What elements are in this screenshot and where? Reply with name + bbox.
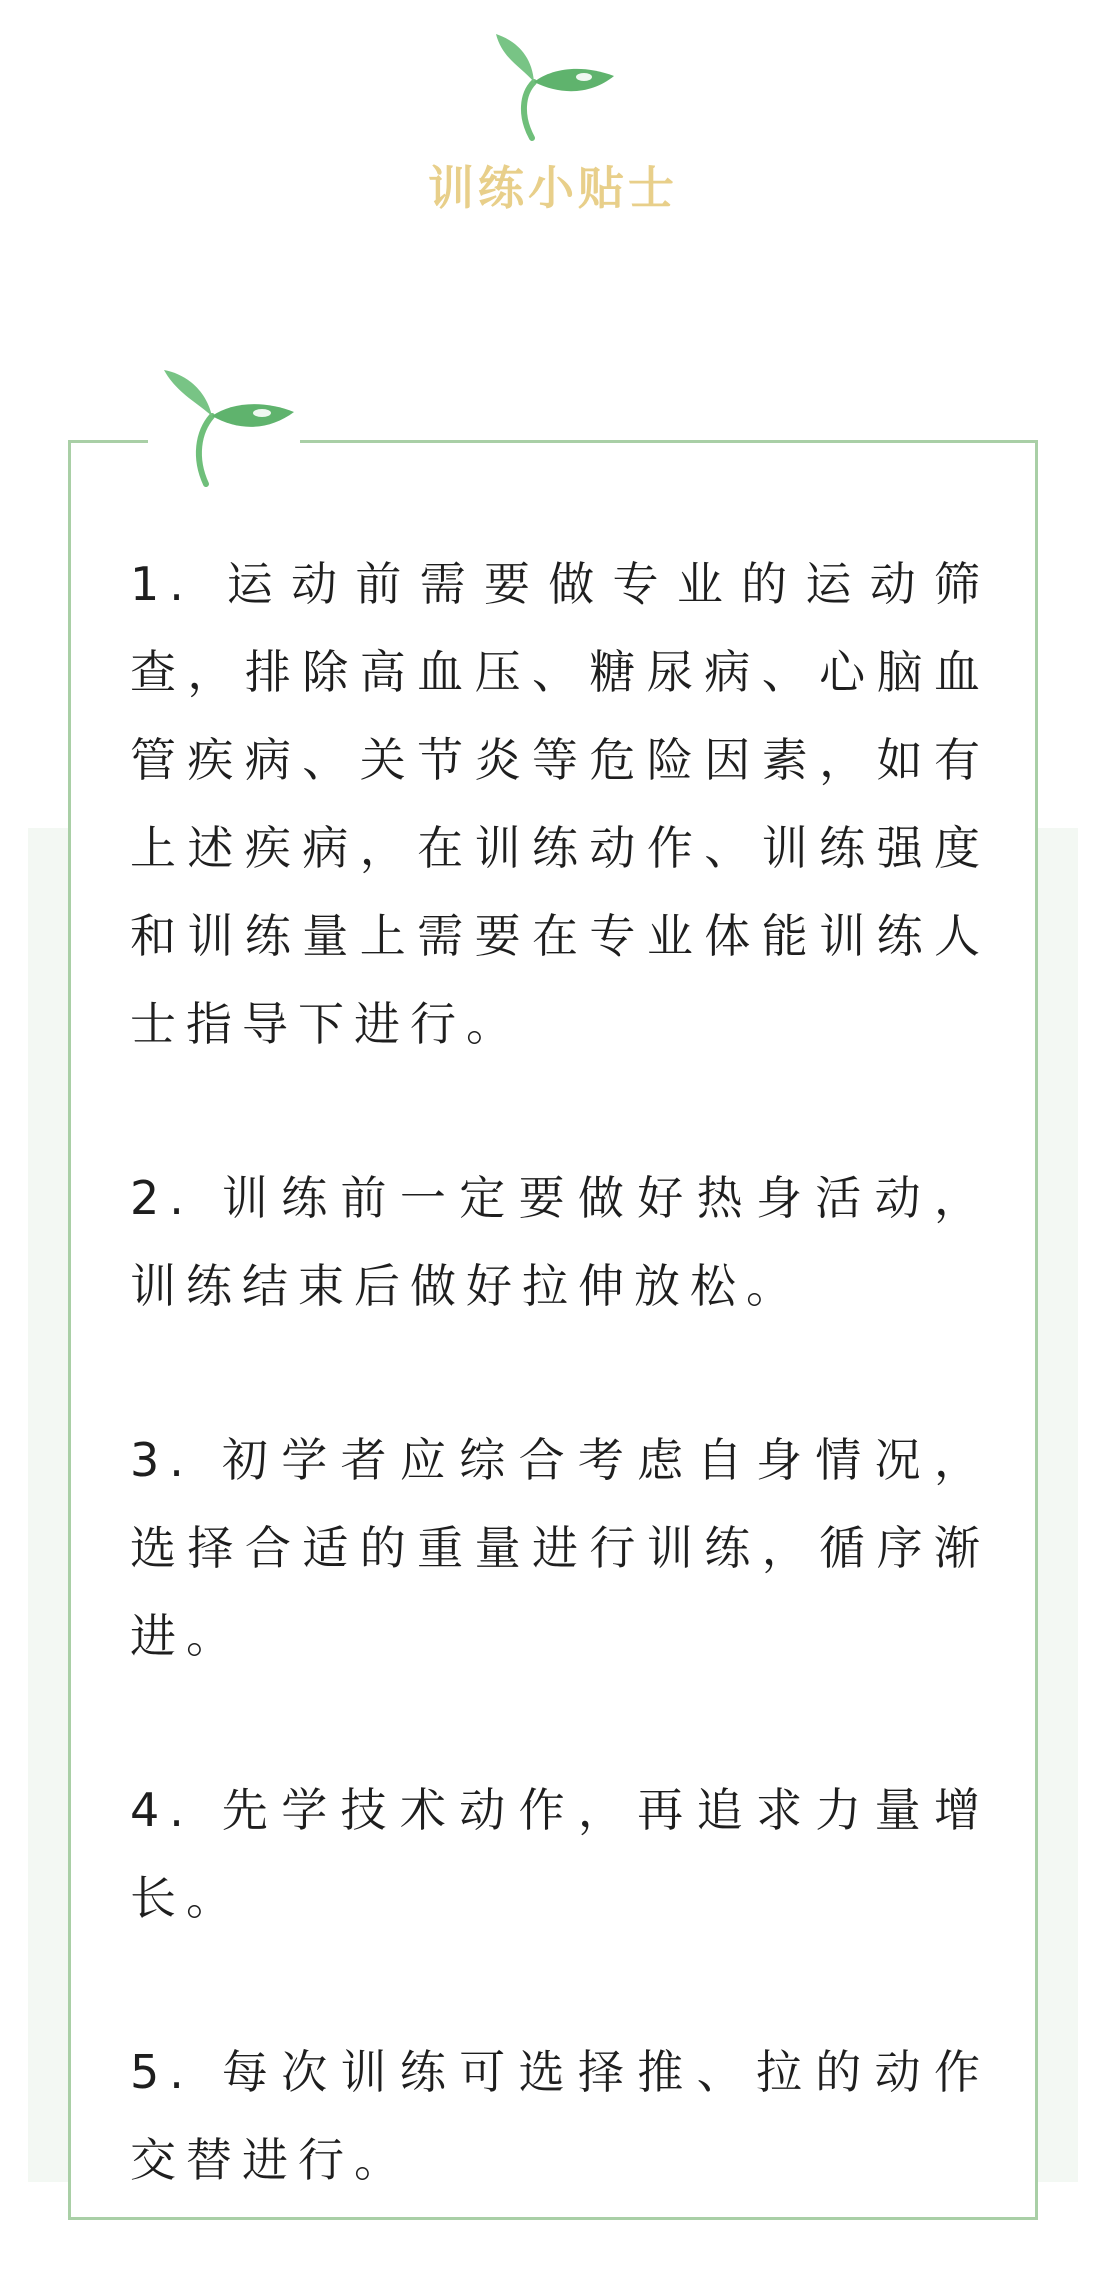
tip-item: 1. 运动前需要做专业的运动筛查，排除高血压、糖尿病、心脑血管疾病、关节炎等危险因素，如有上述疾病，在训练动作、训练强度和训练量上需要在专业体能训练人士指导下进行。 [130,557,990,1051]
tips-list [130,540,990,2290]
page-title: 训练小贴士 [428,161,678,215]
sprout-icon [492,24,622,144]
tip-item: 5. 每次训练可选择推、拉的动作交替进行。 [130,2045,990,2187]
sprout-icon [160,362,300,490]
tip-item: 4. 先学技术动作，再追求力量增长。 [130,1783,990,1925]
tip-item: 3. 初学者应综合考虑自身情况，选择合适的重量进行训练，循序渐进。 [130,1433,990,1663]
tip-item: 2. 训练前一定要做好热身活动，训练结束后做好拉伸放松。 [130,1171,990,1313]
